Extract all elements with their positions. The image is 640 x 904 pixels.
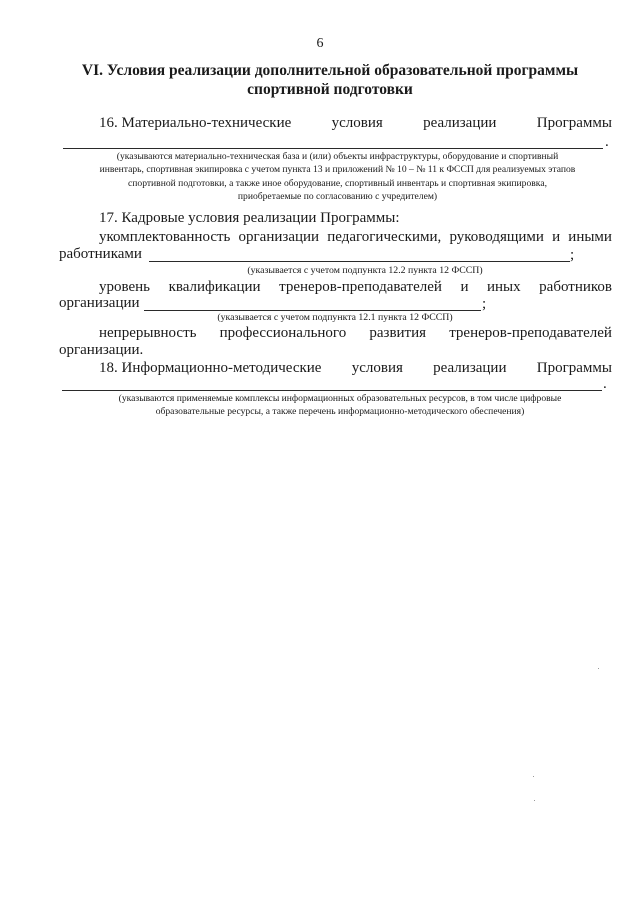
note-line: образовательные ресурсы, а также перечень информационно-методического обеспечения) bbox=[155, 406, 525, 418]
item-17-title: 17. Кадровые условия реализации Программы: bbox=[99, 210, 400, 226]
item-18-heading bbox=[99, 360, 612, 377]
qualification-word: уровень bbox=[99, 279, 151, 295]
staffing-word: руководящими bbox=[449, 229, 544, 245]
page-number: 6 bbox=[316, 36, 324, 51]
staffing-fill-line bbox=[149, 261, 570, 262]
development-word: развития bbox=[369, 325, 427, 341]
section-title-line-2: спортивной подготовки bbox=[247, 81, 413, 98]
qualification-word: тренеров-преподавателей bbox=[279, 279, 442, 295]
staffing-word: организации bbox=[238, 229, 320, 245]
staffing-word: педагогическими, bbox=[327, 229, 442, 245]
item-16-word: 16. Материально-технические bbox=[99, 115, 292, 131]
staffing-word: иными bbox=[568, 229, 612, 245]
item-18-word: Программы bbox=[536, 360, 612, 376]
qualification-word: и bbox=[460, 279, 469, 295]
note-line: спортивной подготовки, а также иное оборудование, спортивный инвентарь и спортивная экипировка, bbox=[128, 177, 547, 189]
development-continuation: организации. bbox=[59, 342, 144, 358]
item-16-word: реализации bbox=[423, 115, 497, 131]
scan-speck bbox=[533, 776, 534, 777]
item-16-line-end: . bbox=[605, 134, 609, 150]
qualification-word: работников bbox=[539, 279, 612, 295]
section-title-line-1: VI. Условия реализации дополнительной образовательной программы bbox=[81, 62, 579, 79]
item-17-qualification-line bbox=[99, 279, 612, 296]
item-17-staffing-line bbox=[99, 229, 612, 246]
item-16-word: условия bbox=[331, 115, 383, 131]
qualification-word: квалификации bbox=[168, 279, 261, 295]
item-18-word: условия bbox=[351, 360, 403, 376]
qualification-line-end: ; bbox=[482, 296, 487, 312]
item-18-fill-line bbox=[62, 390, 602, 391]
item-16-fill-line bbox=[63, 148, 603, 149]
qualification-continuation: организации bbox=[59, 295, 140, 311]
item-16-word: Программы bbox=[536, 115, 612, 131]
item-18-note bbox=[70, 392, 610, 419]
scan-speck bbox=[534, 800, 535, 801]
qualification-note: (указывается с учетом подпункта 12.1 пункта 12 ФССП) bbox=[217, 312, 453, 323]
note-line: инвентарь, спортивная экипировка с учетом пункта 13 и приложений № 10 – № 11 к ФССП для реализуемых этапов bbox=[99, 164, 576, 176]
staffing-note: (указывается с учетом подпункта 12.2 пункта 12 ФССП) bbox=[247, 265, 483, 276]
staffing-continuation: работниками bbox=[59, 246, 142, 262]
item-16-heading bbox=[99, 115, 612, 132]
scan-speck bbox=[598, 668, 599, 669]
development-word: профессионального bbox=[219, 325, 347, 341]
development-word: тренеров-преподавателей bbox=[449, 325, 612, 341]
note-line: (указываются применяемые комплексы информационных образовательных ресурсов, в том числе цифровые bbox=[118, 393, 562, 404]
item-17-development-line bbox=[99, 325, 612, 342]
item-18-line-end: . bbox=[603, 376, 607, 392]
qualification-word: иных bbox=[487, 279, 521, 295]
note-line: приобретаемые по согласованию с учредителем) bbox=[237, 191, 438, 203]
item-16-note bbox=[60, 150, 615, 204]
item-18-word: реализации bbox=[433, 360, 507, 376]
development-word: непрерывность bbox=[99, 325, 197, 341]
staffing-word: укомплектованность bbox=[99, 229, 231, 245]
note-line: (указываются материально-техническая база и (или) объекты инфраструктуры, оборудование и спортивный bbox=[116, 151, 559, 162]
item-18-word: 18. Информационно-методические bbox=[99, 360, 322, 376]
staffing-word: и bbox=[552, 229, 561, 245]
staffing-line-end: ; bbox=[570, 247, 575, 263]
